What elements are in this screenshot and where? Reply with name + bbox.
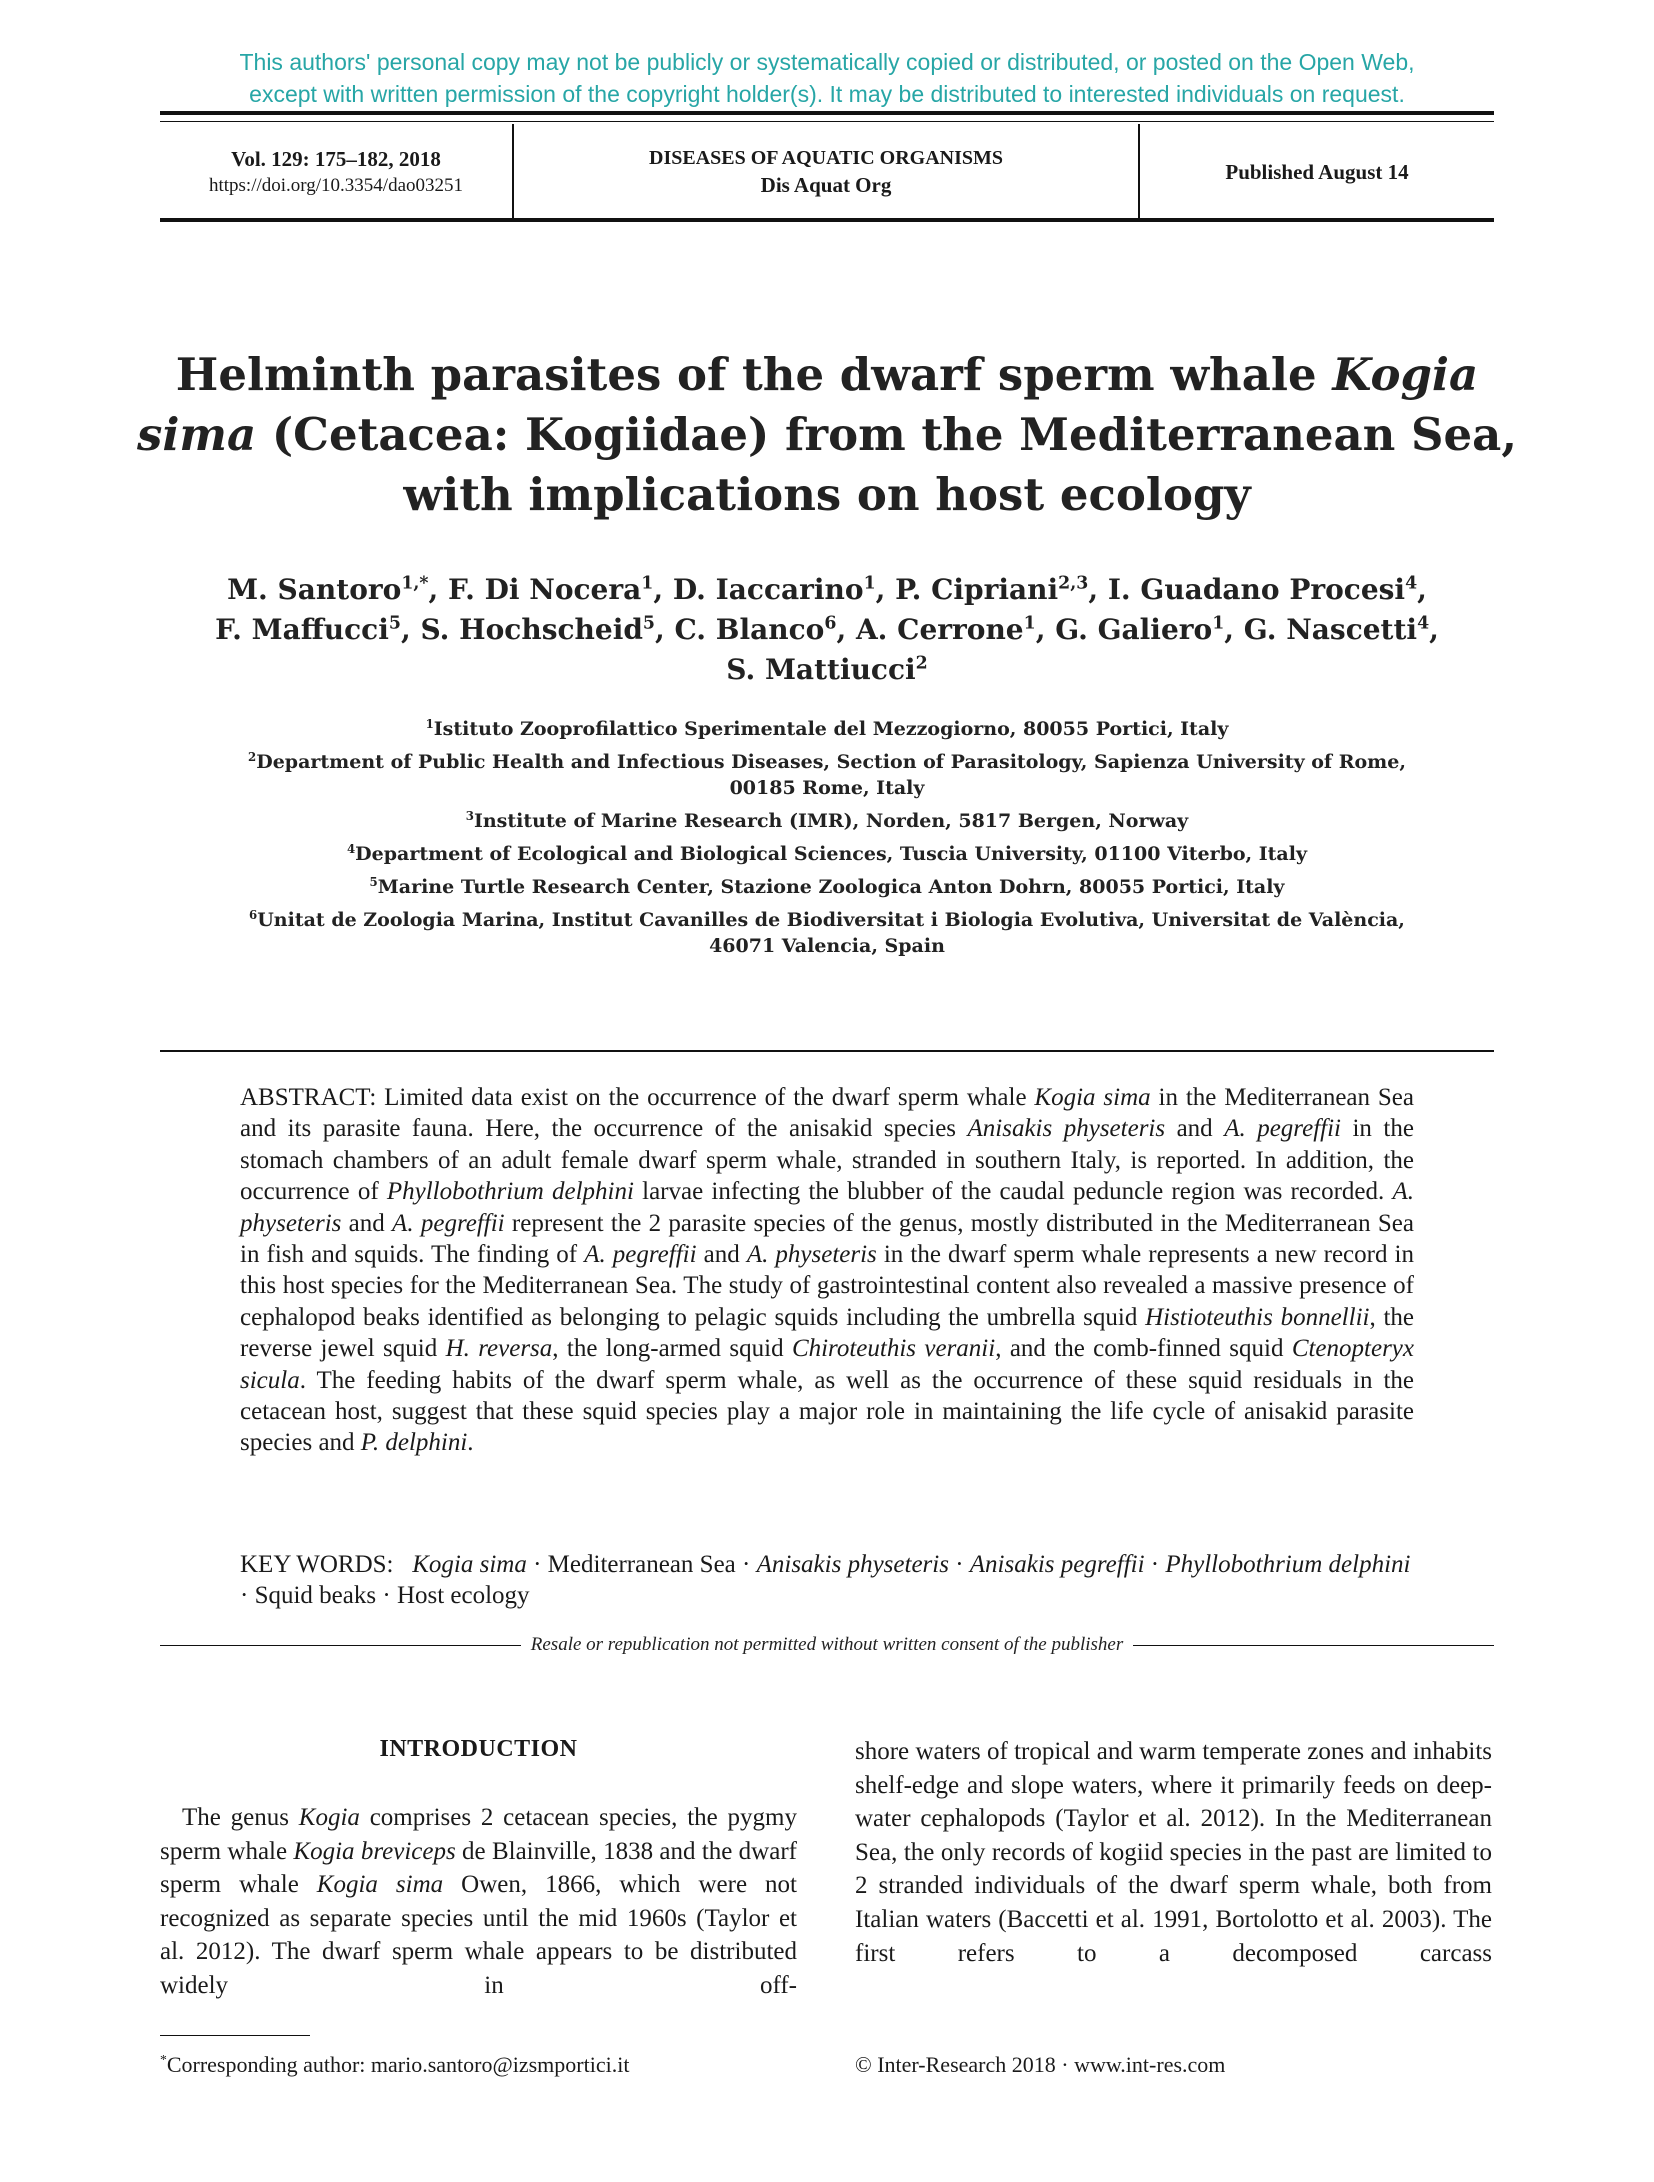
keyword: Squid beaks xyxy=(254,1582,377,1610)
corresponding-author-text[interactable]: Corresponding author: mario.santoro@izsmportici.it xyxy=(166,2052,630,2077)
affiliation-number: 3 xyxy=(465,808,474,823)
keyword-separator: · xyxy=(1144,1551,1166,1578)
author: S. Hochscheid xyxy=(420,613,643,646)
abstract-text: , the reverse jewel squid xyxy=(240,1303,1415,1363)
keyword: Phyllobothrium delphini xyxy=(1165,1551,1411,1578)
keyword: Kogia sima xyxy=(412,1551,527,1578)
intro-text: Owen, 1866, which were not recognized as separate species until the mid 1960s (Taylor et al. 2012). The dwarf sperm whale appears to be distributed widely in off- xyxy=(160,1871,797,1999)
keyword: Mediterranean Sea xyxy=(547,1551,736,1578)
keyword-separator: · xyxy=(376,1582,397,1610)
intro-text: comprises 2 cetacean species, the pygmy sperm whale xyxy=(160,1804,797,1865)
author-list xyxy=(150,570,1504,690)
abstract-species: A. pegreffii xyxy=(584,1241,697,1269)
author-affil-mark: 1 xyxy=(1212,613,1225,634)
author-affil-mark: 1,* xyxy=(401,573,429,594)
section-heading-introduction: INTRODUCTION xyxy=(379,1736,578,1762)
intro-column-left xyxy=(160,1801,797,2003)
author: P. Cipriani xyxy=(895,573,1059,606)
affiliation-number: 6 xyxy=(249,907,258,922)
intro-text: The genus xyxy=(182,1804,299,1831)
author-affil-mark: 6 xyxy=(824,613,837,634)
abstract-text: . The feeding habits of the dwarf sperm whale, as well as the occurrence of these squid residuals in the cetacean host, suggest that these squid species play a major role in maintaining the life cycle of anisakid parasite species and xyxy=(240,1366,1414,1457)
author-line-3 xyxy=(150,650,1504,690)
abstract-text: , and the comb-finned squid xyxy=(995,1335,1292,1363)
volume-info: Vol. 129: 175–182, 2018 xyxy=(231,147,441,171)
abstract-species: A. pegreffii xyxy=(1224,1115,1341,1143)
abstract-text: in the stomach chambers of an adult female dwarf sperm whale, stranded in southern Italy, is reported. In addition, the occurrence of xyxy=(240,1115,1414,1206)
abstract-text: represent the 2 parasite species of the genus, mostly distributed in the Mediterranean Sea in fish and squids. The finding of xyxy=(240,1209,1414,1269)
affiliation-text: Department of Ecological and Biological Sciences, Tuscia University, 01100 Viterbo, Italy xyxy=(355,843,1308,865)
abstract-top-rule xyxy=(160,1050,1494,1052)
abstract-species: Phyllobothrium delphini xyxy=(386,1178,634,1206)
keyword: Anisakis pegreffii xyxy=(969,1551,1145,1578)
title-species: Kogia sima xyxy=(136,348,1479,461)
footnote-rule xyxy=(160,2035,310,2036)
header-volume-cell xyxy=(160,128,512,216)
affiliation-text: Department of Public Health and Infectious Diseases, Section of Parasitology, Sapienza University of Rome, 00185 Rome, Italy xyxy=(256,751,1406,799)
abstract-text: Limited data exist on the occurrence of the dwarf sperm whale xyxy=(384,1084,1035,1111)
header-published-cell xyxy=(1140,128,1494,216)
abstract-species: H. reversa xyxy=(445,1335,553,1363)
intro-text: shore waters of tropical and warm temperate zones and inhabits shelf-edge and slope waters, where it primarily feeds on deep-water cephalopods (Taylor et al. 2012). In the Mediterranean Sea, the only records of kogiid species in the past are limited to 2 stranded individuals of the dwarf sperm whale, both from Italian waters (Baccetti et al. 1991, Bortolotto et al. 2003). The first refers to a decomposed carcass xyxy=(855,1738,1492,1967)
author: C. Blanco xyxy=(674,613,825,646)
abstract-text: and xyxy=(341,1209,393,1237)
doi-link[interactable]: https://doi.org/10.3354/dao03251 xyxy=(208,175,464,196)
abstract-text: in the dwarf sperm whale represents a new record in this host species for the Mediterranean Sea. The study of gastrointestinal content also revealed a massive presence of cephalopod beaks identified as belonging to pelagic squids including the umbrella squid xyxy=(240,1241,1414,1331)
copyright-notice xyxy=(0,46,1654,110)
header-journal-cell xyxy=(514,128,1138,216)
author: F. Maffucci xyxy=(215,613,389,646)
affiliation xyxy=(230,874,1424,900)
resale-notice xyxy=(160,1630,1494,1660)
abstract-species: A. physeteris xyxy=(240,1178,1414,1237)
author-affil-mark: 4 xyxy=(1417,613,1430,634)
affiliation-number: 1 xyxy=(425,716,434,731)
author: M. Santoro xyxy=(227,573,402,606)
abstract-text: larvae infecting the blubber of the caudal peduncle region was recorded. xyxy=(633,1178,1393,1206)
affiliation-text: Marine Turtle Research Center, Stazione Zoologica Anton Dohrn, 80055 Portici, Italy xyxy=(377,876,1285,898)
affiliation-text: Unitat de Zoologia Marina, Institut Cavanilles de Biodiversitat i Biologia Evolutiva, Universitat de València, 46071 Valencia, Spain xyxy=(257,909,1405,957)
author-affil-mark: 2 xyxy=(915,653,928,674)
keywords xyxy=(240,1549,1414,1612)
affiliation xyxy=(230,716,1424,742)
resale-text: Resale or republication not permitted without written consent of the publisher xyxy=(530,1634,1124,1655)
affiliation xyxy=(230,808,1424,834)
affiliation-list xyxy=(230,716,1424,966)
abstract-species: Anisakis physeteris xyxy=(967,1115,1166,1143)
intro-species: Kogia sima xyxy=(316,1871,444,1899)
affiliation-text: Institute of Marine Research (IMR), Norden, 5817 Bergen, Norway xyxy=(473,810,1189,832)
corresponding-author xyxy=(160,2052,629,2078)
author: G. Galiero xyxy=(1055,613,1213,646)
affiliation xyxy=(230,907,1424,959)
author-line-1: M. Santoro$^{1,*}$, F. Di Nocera$^1$, D. Iaccarino$^1$, P. Cipriani$^{2,3}$, I. Guadano Procesi$^4$, xyxy=(227,573,1427,606)
journal-name: DISEASES OF AQUATIC ORGANISMS xyxy=(649,147,1003,169)
abstract-species: Ctenopteryx sicula xyxy=(240,1335,1414,1394)
affiliation-text: Istituto Zooprofilattico Sperimentale del Mezzogiorno, 80055 Portici, Italy xyxy=(433,718,1229,740)
intro-species: Kogia breviceps xyxy=(293,1837,456,1865)
intro-column-right xyxy=(855,1735,1492,1970)
abstract-species: A. pegreffii xyxy=(392,1209,505,1237)
affiliation xyxy=(230,841,1424,867)
author: A. Cerrone xyxy=(855,613,1024,646)
published-date: Published August 14 xyxy=(1225,159,1409,184)
author: D. Iaccarino xyxy=(672,573,864,606)
author-affil-mark: 1 xyxy=(863,573,876,594)
keyword-separator: · xyxy=(526,1551,548,1578)
abstract-text: in the Mediterranean Sea and its parasite fauna. Here, the occurrence of the anisakid species xyxy=(240,1084,1414,1143)
author: S. Mattiucci xyxy=(726,653,916,686)
header-top-rule xyxy=(160,111,1494,115)
resale-rule-right xyxy=(1133,1645,1494,1646)
affiliation-number: 2 xyxy=(248,749,257,764)
author-affil-mark: 5 xyxy=(642,613,656,634)
abstract-species: Histioteuthis bonnellii xyxy=(1145,1303,1370,1331)
author-affil-mark: 5 xyxy=(388,613,401,634)
author-line-2: F. Maffucci$^5$, S. Hochscheid$^5$, C. Blanco$^6$, A. Cerrone$^1$, G. Galiero$^1$, G. Nascetti$^4$, xyxy=(215,613,1439,646)
abstract-species: Chiroteuthis veranii xyxy=(791,1335,996,1363)
title-text-1: Helminth parasites of the dwarf sperm whale xyxy=(175,348,1333,401)
author: F. Di Nocera xyxy=(448,573,642,606)
paper-title xyxy=(120,345,1534,525)
author: G. Nascetti xyxy=(1243,613,1418,646)
notice-line-2: except with written permission of the copyright holder(s). It may be distributed to interested individuals on request. xyxy=(249,81,1405,107)
author-affil-mark: 4 xyxy=(1405,573,1418,594)
affiliation-number: 5 xyxy=(369,874,378,889)
title-text-2: (Cetacea: Kogiidae) from the Mediterranean Sea, with implications on host ecology xyxy=(256,408,1518,521)
abstract-species: A. physeteris xyxy=(746,1241,877,1269)
abstract xyxy=(240,1082,1414,1459)
abstract-text: and xyxy=(1165,1115,1225,1143)
author-affil-mark: 2,3 xyxy=(1058,573,1089,594)
keyword: Host ecology xyxy=(396,1582,530,1610)
affiliation xyxy=(230,749,1424,801)
footnote-mark: * xyxy=(160,2051,167,2067)
keyword-separator: · xyxy=(735,1551,757,1578)
keyword-separator: · xyxy=(240,1582,255,1610)
affiliation-number: 4 xyxy=(346,841,356,856)
header-bottom-rule xyxy=(160,218,1494,222)
abstract-species: Kogia sima xyxy=(1034,1084,1151,1111)
notice-line-1: This authors' personal copy may not be publicly or systematically copied or distributed, or posted on the Open Web, xyxy=(239,49,1415,75)
keyword: Anisakis physeteris xyxy=(756,1551,949,1578)
keywords-label: KEY WORDS: xyxy=(240,1551,394,1578)
keyword-separator: · xyxy=(948,1551,970,1578)
journal-abbreviation: Dis Aquat Org xyxy=(760,173,892,197)
intro-species: Kogia xyxy=(298,1804,360,1831)
author-affil-mark: 1 xyxy=(641,573,654,594)
abstract-text: , the long-armed squid xyxy=(552,1335,792,1363)
author-affil-mark: 1 xyxy=(1023,613,1036,634)
intro-text: de Blainville, 1838 and the dwarf sperm whale xyxy=(160,1837,797,1899)
resale-rule-left xyxy=(160,1645,521,1646)
author: I. Guadano Procesi xyxy=(1107,573,1406,606)
abstract-text: . xyxy=(467,1429,474,1457)
copyright-line: © Inter-Research 2018 · www.int-res.com xyxy=(855,2052,1226,2077)
header-top-thin-rule xyxy=(160,121,1494,122)
abstract-species: P. delphini xyxy=(360,1429,468,1457)
abstract-label: ABSTRACT: xyxy=(240,1084,385,1111)
abstract-text: and xyxy=(696,1241,747,1269)
